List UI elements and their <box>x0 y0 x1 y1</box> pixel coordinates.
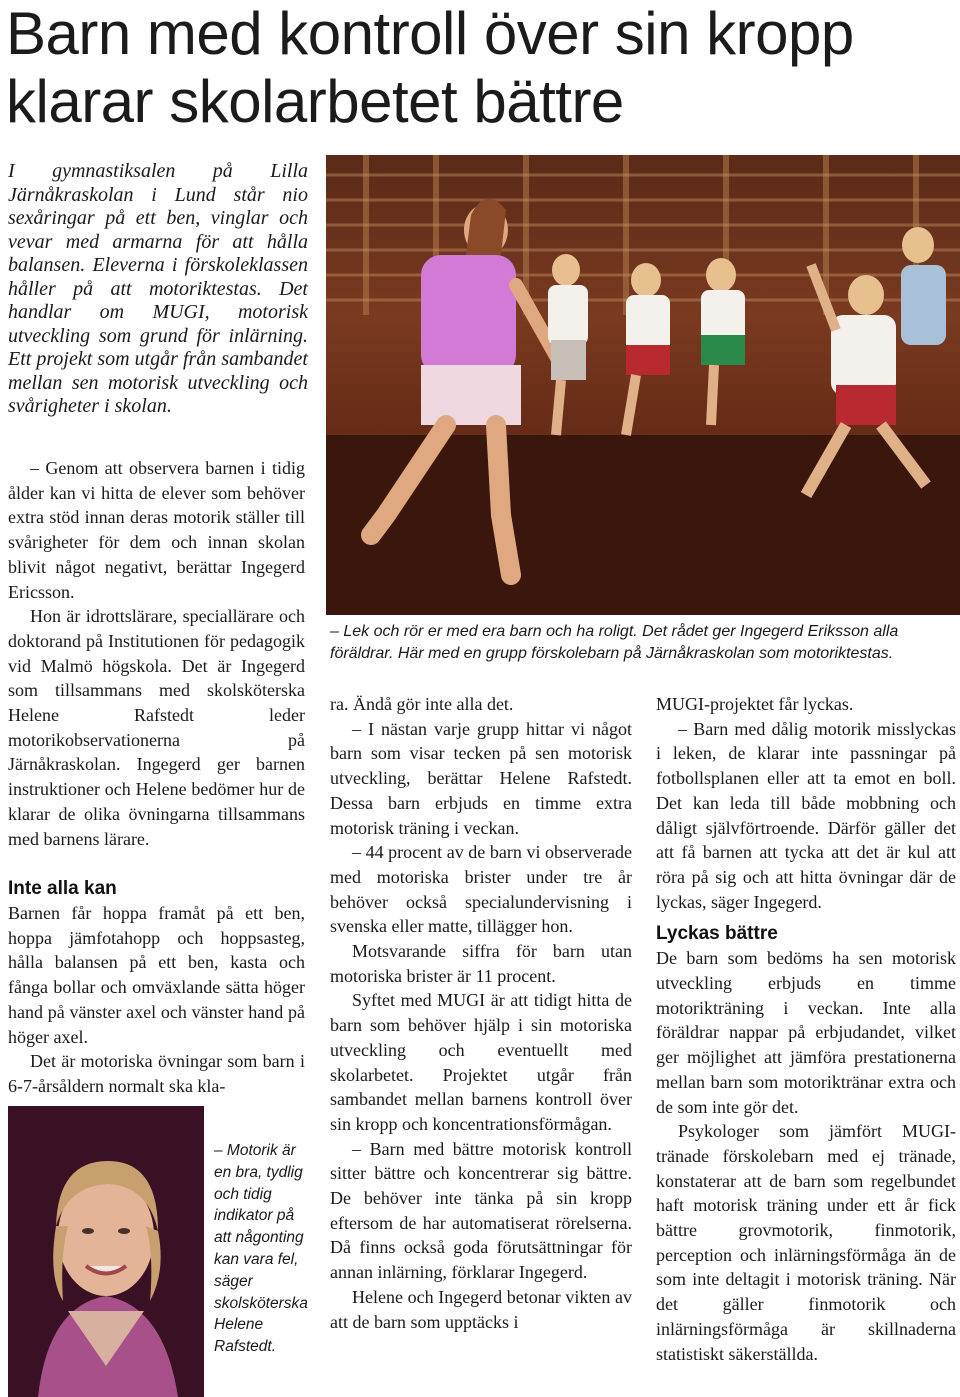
article-lead: I gymnastiksalen på Lilla Järnåkraskolan i Lund står nio sexåringar på ett ben, vinglar och vevar med armarna för att hålla balansen. Eleverna i förskoleklassen håller på att motoriktestas. Det handlar om MUGI, motorisk utveckling som grund för inlärning. Ett projekt som utgår från sambandet mellan sen motorisk utveckling och svårigheter i skolan. <box>8 160 308 417</box>
paragraph: – Barn med dålig motorik misslyckas i leken, de klarar inte passningar på fotbollsplanen eller att ta emot en boll. Det kan leda till både mobbning och dåligt självförtroende. Därför gäller det att få barnen att tycka att det är kul att röra på sig och att hitta övningar där de lyckas, säger Ingegerd. <box>656 718 956 912</box>
paragraph: Det är motoriska övningar som barn i 6-7-årsåldern normalt ska kla- <box>8 1051 305 1096</box>
subheading-lyckas-battre: Lyckas bättre <box>656 923 778 945</box>
pull-quote: – Motorik är en bra, tydlig och tidig indikator på att någonting kan vara fel, säger skolsköterska Helene Rafstedt. <box>214 1142 308 1356</box>
paragraph: Psykologer som jämfört MUGI-tränade förskolebarn med ej tränade, konstaterar att de barn som regelbundet haft motorisk träning under ett år fick bättre grovmotorik, finmotorik, perception och inlärningsförmåga än de som inte deltagit i motorisk träning. När det gäller finmotorik och inlärningsförmåga är skillnaderna statistiskt säkerställda. <box>656 1121 956 1364</box>
paragraph: – Barn med bättre motorisk kontroll sitter bättre och koncentrerar sig bättre. De behöver inte tänka på sin kropp eftersom de har automatiserat rörelserna. Då finns också goda förutsättningar för annan inlärning, förklarar Ingegerd. <box>330 1138 632 1283</box>
article-column-2 <box>330 692 632 1334</box>
children-gym-photo <box>326 155 960 615</box>
paragraph: – I nästan varje grupp hittar vi något barn som visar tecken på sen motorisk utveckling, berättar Helene Rafstedt. Dessa barn erbjuds en timme extra motorisk träning i veckan. <box>330 718 632 838</box>
paragraph: De barn som bedöms ha sen motorisk utveckling erbjuds en timme motorikträning i veckan. Inte alla föräldrar nappar på erbjudandet, vilket ger möjlighet att jämföra prestationerna mellan barn som motoriktränar extra och de som inte gör det. <box>656 948 956 1117</box>
paragraph: Syftet med MUGI är att tidigt hitta de barn som behöver hjälp i sin motoriska utveckling och eventuellt med skolarbetet. Projektet utgår från sambandet mellan barnens kontroll över sin kropp och koncentrationsförmågan. <box>330 990 632 1134</box>
subheading-inte-alla-kan: Inte alla kan <box>8 878 117 899</box>
paragraph: ra. Ändå gör inte alla det. <box>330 694 514 714</box>
woman-portrait-photo <box>8 1106 204 1397</box>
paragraph: Hon är idrottslärare, speciallärare och doktorand på Institutionen för pedagogik vid Malmö högskola. Det är Ingegerd som tillsammans med skolsköterska Helene Rafstedt leder motorikobservationerna på Järnåkraskolan. Ingegerd ger barnen instruktioner och Helene bedömer hur de klarar de olika övningarna tillsammans med barnens lärare. <box>8 606 305 849</box>
paragraph: – Genom att observera barnen i tidig ålder kan vi hitta de elever som behöver extra stöd innan deras motorik ställer till svårigheter för dem och innan skolan blivit något negativt, berättar Ingegerd Ericsson. <box>8 458 305 602</box>
article-column-1-continued <box>8 869 305 1099</box>
photo-caption: – Lek och rör er med era barn och ha roligt. Det rådet ger Ingegerd Eriksson alla föräldrar. Här med en grupp förskolebarn på Järnåkraskolan som motoriktestas. <box>330 623 899 662</box>
paragraph: MUGI-projektet får lyckas. <box>656 694 854 714</box>
paragraph: Motsvarande siffra för barn utan motoriska brister är 11 procent. <box>330 941 632 986</box>
article-headline: Barn med kontroll över sin kropp klarar skolarbetet bättre <box>6 0 854 135</box>
paragraph: Helene och Ingegerd betonar vikten av att de barn som upptäcks i <box>330 1286 632 1332</box>
paragraph: – 44 procent av de barn vi observerade med motoriska brister under tre år behöver också specialundervisning i svenska eller matte, tillägger hon. <box>330 842 632 937</box>
paragraph: Barnen får hoppa framåt på ett ben, hoppa jämfotahopp och hoppsasteg, hålla balansen på ett ben, kasta och fånga bollar och omväxlande sätta höger hand på vänster axel och vänster hand på höger axel. <box>8 903 305 1047</box>
article-column-1 <box>8 456 305 851</box>
article-column-3 <box>656 692 956 1366</box>
